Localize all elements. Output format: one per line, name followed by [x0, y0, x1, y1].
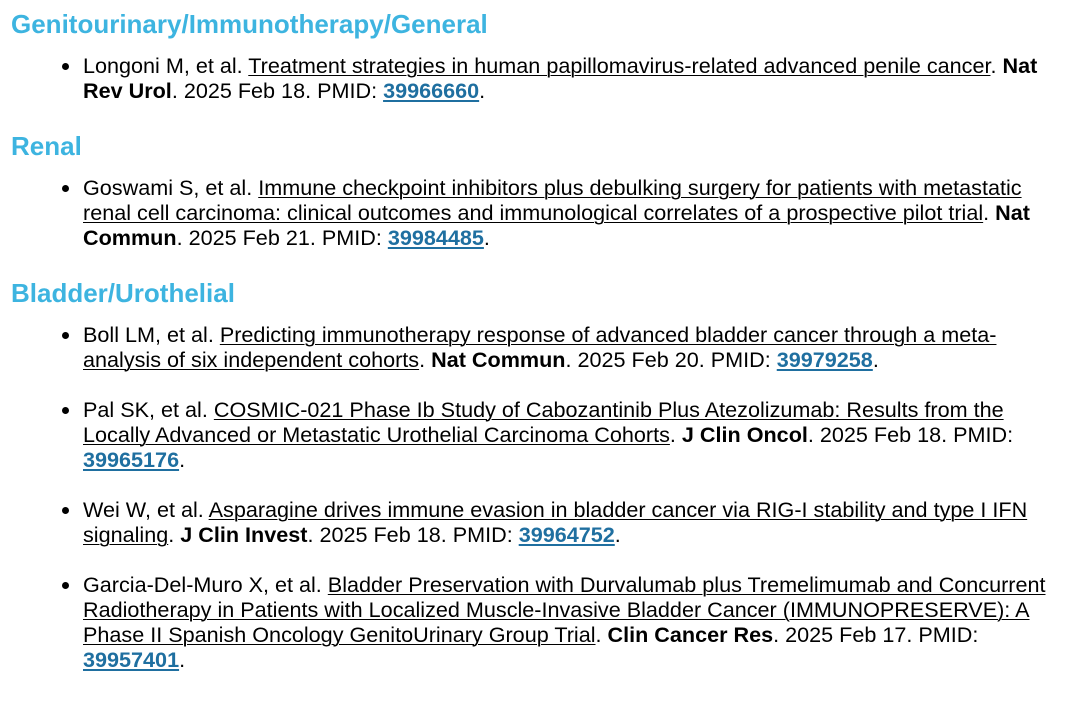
article-title-link[interactable]: Predicting immunotherapy response of advanced bladder cancer through a meta-analysis of six independent cohorts	[83, 322, 997, 372]
journal-name: Nat Commun	[431, 347, 566, 372]
citation-authors: Boll LM, et al.	[83, 322, 214, 347]
pmid-label: PMID:	[321, 225, 382, 250]
pmid-label: PMID:	[452, 522, 513, 547]
citation-item: Garcia-Del-Muro X, et al. Bladder Preservation with Durvalumab plus Tremelimumab and Concurrent Radiotherapy in Patients with Localized Muscle-Invasive Bladder Cancer (IMMUNOPRESERVE): A Phase II Spanish Oncology GenitoUrinary Group Trial. Clin Cancer Res. 2025 Feb 17. PMID: 39957401.	[83, 572, 1058, 672]
journal-name: J Clin Invest	[180, 522, 308, 547]
publication-date: 2025 Feb 20.	[577, 347, 705, 372]
journal-name: Nat Rev Urol	[83, 53, 1038, 103]
section-heading-genitourinary: Genitourinary/Immunotherapy/General	[11, 9, 488, 39]
pmid-label: PMID:	[918, 622, 979, 647]
citation-authors: Pal SK, et al.	[83, 397, 208, 422]
journal-name: Clin Cancer Res	[607, 622, 774, 647]
article-title-link[interactable]: Treatment strategies in human papillomavirus-related advanced penile cancer	[248, 53, 991, 78]
publication-date: 2025 Feb 21.	[188, 225, 316, 250]
publication-date: 2025 Feb 18.	[819, 422, 948, 447]
article-title-link[interactable]: Asparagine drives immune evasion in bladder cancer via RIG-I stability and type I IFN signaling	[83, 497, 1028, 547]
citation-item: Boll LM, et al. Predicting immunotherapy response of advanced bladder cancer through a meta-analysis of six independent cohorts. Nat Commun. 2025 Feb 20. PMID: 39979258.	[83, 322, 1058, 372]
citation-authors: Garcia-Del-Muro X, et al.	[83, 572, 322, 597]
publication-date: 2025 Feb 18.	[183, 78, 312, 103]
citation-list	[11, 53, 1058, 103]
pmid-link[interactable]: 39964752	[518, 522, 615, 547]
pmid-label: PMID:	[317, 78, 378, 103]
publication-date: 2025 Feb 17.	[785, 622, 913, 647]
pmid-link[interactable]: 39965176	[83, 447, 180, 472]
article-title-link[interactable]: COSMIC-021 Phase Ib Study of Cabozantinib Plus Atezolizumab: Results from the Locally Advanced or Metastatic Urothelial Carcinoma Cohorts	[83, 397, 1004, 447]
pmid-link[interactable]: 39966660	[383, 78, 480, 103]
citation-authors: Goswami S, et al.	[83, 175, 253, 200]
journal-name: Nat Commun	[83, 200, 1030, 250]
pmid-link[interactable]: 39957401	[83, 647, 180, 672]
section-heading-bladder-urothelial: Bladder/Urothelial	[11, 278, 235, 308]
pmid-label: PMID:	[710, 347, 771, 372]
citation-item: Longoni M, et al. Treatment strategies in human papillomavirus-related advanced penile cancer. Nat Rev Urol. 2025 Feb 18. PMID: 39966660.	[83, 53, 1058, 103]
citation-item: Wei W, et al. Asparagine drives immune evasion in bladder cancer via RIG-I stability and type I IFN signaling. J Clin Invest. 2025 Feb 18. PMID: 39964752.	[83, 497, 1058, 547]
citation-item: Goswami S, et al. Immune checkpoint inhibitors plus debulking surgery for patients with metastatic renal cell carcinoma: clinical outcomes and immunological correlates of a prospective pilot trial. Nat Commun. 2025 Feb 21. PMID: 39984485.	[83, 175, 1058, 250]
citation-item: Pal SK, et al. COSMIC-021 Phase Ib Study of Cabozantinib Plus Atezolizumab: Results from the Locally Advanced or Metastatic Urothelial Carcinoma Cohorts. J Clin Oncol. 2025 Feb 18. PMID: 39965176.	[83, 397, 1058, 472]
citation-list	[11, 322, 1058, 672]
pmid-link[interactable]: 39979258	[776, 347, 873, 372]
citation-authors: Longoni M, et al.	[83, 53, 243, 78]
pmid-link[interactable]: 39984485	[387, 225, 484, 250]
citation-authors: Wei W, et al.	[83, 497, 204, 522]
journal-name: J Clin Oncol	[681, 422, 808, 447]
article-title-link[interactable]: Immune checkpoint inhibitors plus debulking surgery for patients with metastatic renal cell carcinoma: clinical outcomes and immunological correlates of a prospective pilot trial	[83, 175, 1022, 225]
article-title-link[interactable]: Bladder Preservation with Durvalumab plus Tremelimumab and Concurrent Radiotherapy in Patients with Localized Muscle-Invasive Bladder Cancer (IMMUNOPRESERVE): A Phase II Spanish Oncology GenitoUrinary Group Trial	[83, 572, 1046, 647]
pmid-label: PMID:	[953, 422, 1014, 447]
section-heading-renal: Renal	[11, 131, 82, 161]
publication-date: 2025 Feb 18.	[319, 522, 447, 547]
citation-list	[11, 175, 1058, 250]
